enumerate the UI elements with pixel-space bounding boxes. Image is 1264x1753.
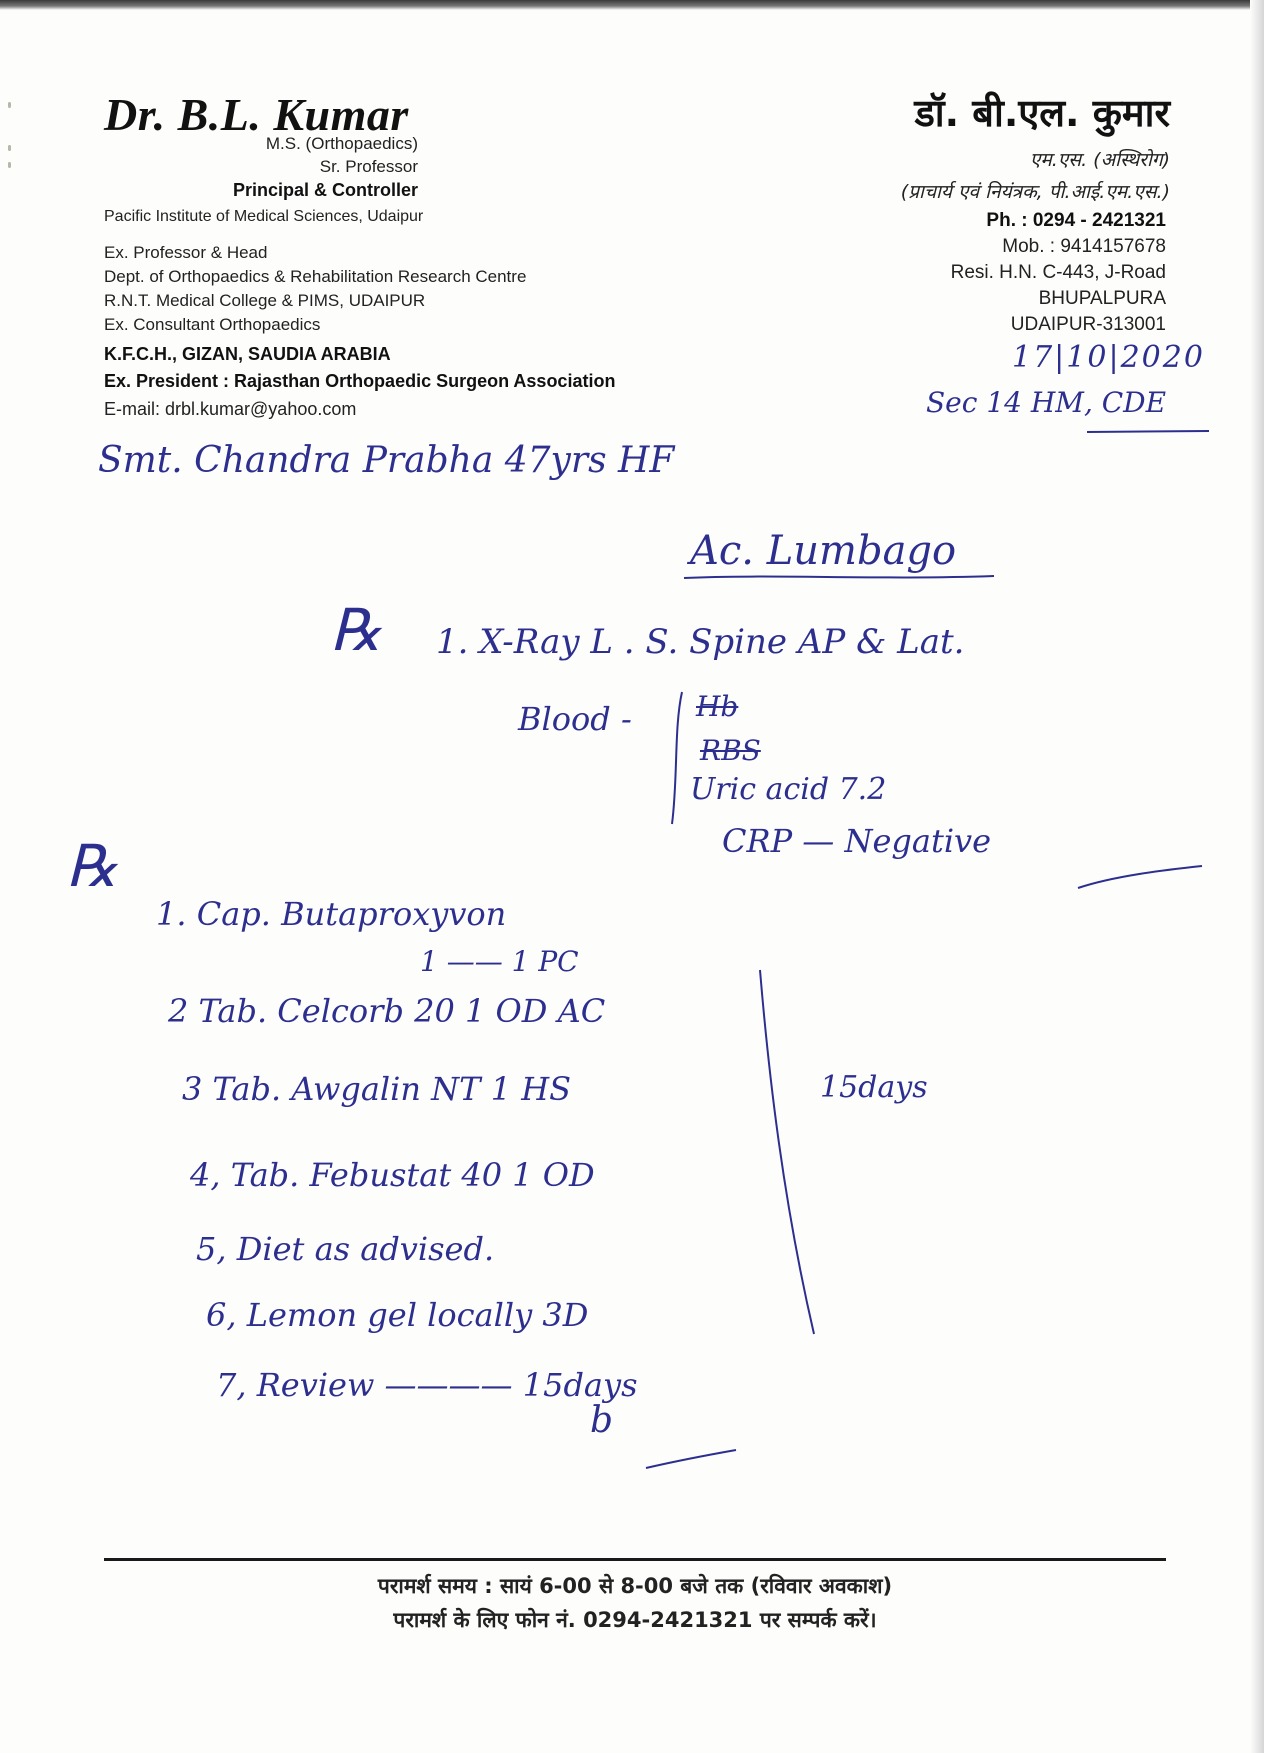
medication-1: 1. Cap. Butaproxyvon <box>156 895 507 933</box>
signature-stroke <box>642 1446 742 1472</box>
ex-line-1: Ex. Professor & Head <box>104 243 268 262</box>
city-line: UDAIPUR-313001 <box>1010 314 1166 335</box>
ex-president-line: Ex. President : Rajasthan Orthopaedic Surgeon Association <box>104 371 616 391</box>
crp-result: CRP — Negative <box>722 822 992 860</box>
reference-underline <box>1085 428 1215 436</box>
crp-underline <box>1074 862 1208 892</box>
ex-line-2: Dept. of Orthopaedics & Rehabilitation Research Centre <box>104 267 527 286</box>
diagnosis-underline <box>680 572 1000 584</box>
uric-acid-result: Uric acid 7.2 <box>690 772 887 807</box>
phone-line: Ph. : 0294 - 2421321 <box>986 210 1166 231</box>
locality-line: BHUPALPURA <box>1038 288 1166 309</box>
medication-1-dosage: 1 —— 1 PC <box>420 945 579 978</box>
doctor-name-english: Dr. B.L. Kumar <box>104 89 409 140</box>
ex-line-4: Ex. Consultant Orthopaedics <box>104 315 321 334</box>
handwritten-date: 17|10|2020 <box>1012 340 1205 375</box>
consultation-timing: परामर्श समय : सायं 6-00 से 8-00 बजे तक (रविवार अवकाश) <box>377 1574 893 1598</box>
medication-3: 3 Tab. Awgalin NT 1 HS <box>182 1070 572 1108</box>
patient-details: Smt. Chandra Prabha 47yrs HF <box>98 440 675 481</box>
handwritten-reference: Sec 14 HM, CDE <box>926 386 1167 419</box>
blood-label: Blood - <box>518 700 632 738</box>
rx-symbol-medications: ℞ <box>66 832 118 900</box>
scan-right-edge <box>1250 0 1264 1753</box>
signature-mark: b <box>590 1400 614 1441</box>
email-line: E-mail: drbl.kumar@yahoo.com <box>104 399 357 419</box>
scan-top-edge <box>0 0 1264 10</box>
doctor-name-hindi: डॉ. बी.एल. कुमार <box>914 91 1170 135</box>
doctor-rank: Sr. Professor <box>319 157 418 176</box>
scan-speck <box>8 162 11 168</box>
scan-speck <box>8 145 11 151</box>
duration-bracket <box>752 966 822 1340</box>
position-hindi: (प्राचार्य एवं नियंत्रक, पी.आई.एम.एस.) <box>900 181 1170 203</box>
institute-name: Pacific Institute of Medical Sciences, Udaipur <box>104 208 424 225</box>
qualification-hindi: एम.एस. (अस्थिरोग) <box>1029 149 1170 171</box>
hb-struck: Hb <box>696 690 739 723</box>
duration-label: 15days <box>820 1070 928 1105</box>
ex-line-3: R.N.T. Medical College & PIMS, UDAIPUR <box>104 291 426 310</box>
medication-5: 5, Diet as advised. <box>196 1230 495 1268</box>
blood-bracket <box>664 688 694 828</box>
diagnosis: Ac. Lumbago <box>690 528 957 574</box>
rx-symbol-investigations: ℞ <box>330 596 382 664</box>
kfch-line: K.F.C.H., GIZAN, SAUDIA ARABIA <box>104 344 391 364</box>
doctor-qualification: M.S. (Orthopaedics) <box>265 134 418 153</box>
doctor-position: Principal & Controller <box>232 180 418 200</box>
consultation-phone: परामर्श के लिए फोन नं. 0294-2421321 पर सम्पर्क करें। <box>393 1608 877 1632</box>
residence-line: Resi. H.N. C-443, J-Road <box>950 262 1166 283</box>
rbs-struck: RBS <box>700 734 761 767</box>
medication-7: 7, Review ———— 15days <box>216 1366 638 1404</box>
footer-divider <box>104 1558 1166 1561</box>
mobile-line: Mob. : 9414157678 <box>1002 236 1166 257</box>
xray-investigation: 1. X-Ray L . S. Spine AP & Lat. <box>436 622 965 662</box>
scan-speck <box>8 102 11 108</box>
medication-6: 6, Lemon gel locally 3D <box>206 1296 589 1334</box>
medication-2: 2 Tab. Celcorb 20 1 OD AC <box>168 992 606 1030</box>
medication-4: 4, Tab. Febustat 40 1 OD <box>190 1156 595 1194</box>
